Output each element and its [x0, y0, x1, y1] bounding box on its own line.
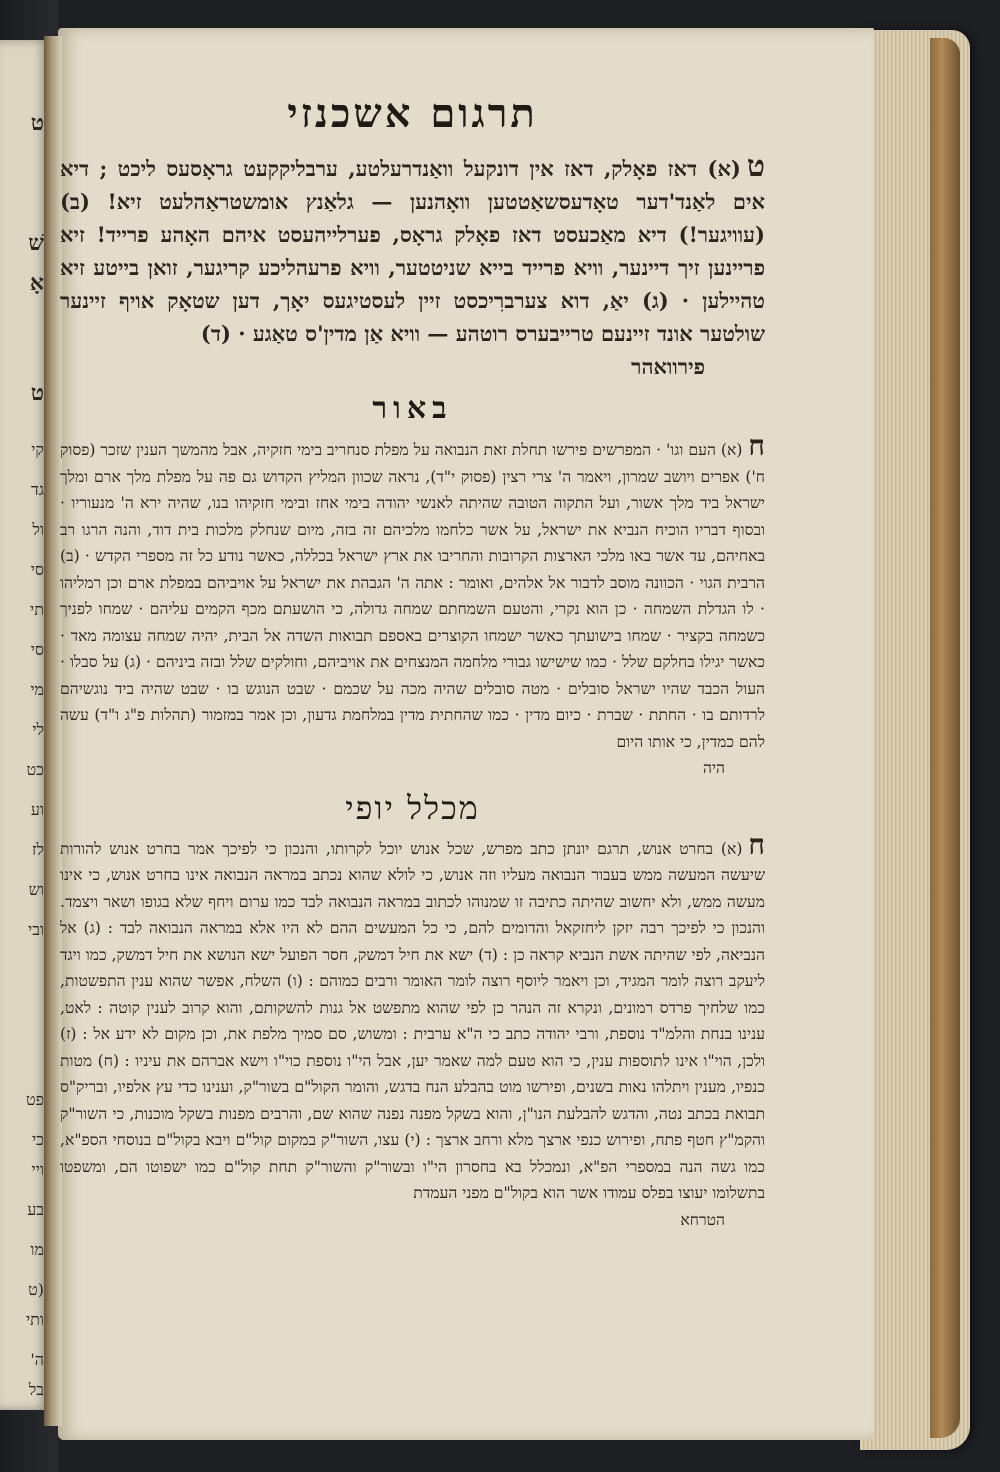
- biur-letter: ח: [748, 429, 765, 462]
- facing-page-fragment: וש: [28, 880, 44, 899]
- facing-page-fragment: אָ: [29, 270, 44, 296]
- facing-page-fragment: קי: [31, 440, 44, 459]
- yiddish-last-word: פירוואהר: [631, 354, 705, 379]
- facing-page-edge: [0, 40, 48, 1410]
- facing-page-fragment: ויי: [31, 1160, 44, 1179]
- facing-page-fragment: סי: [30, 560, 44, 579]
- facing-page-fragment: סי: [30, 640, 44, 659]
- facing-page-fragment: בע: [27, 1200, 44, 1219]
- facing-page-fragment: תי: [30, 600, 44, 619]
- facing-page-fragment: שׁ: [28, 230, 44, 256]
- facing-page-fragment: ט: [30, 380, 44, 406]
- michlal-tail: הטרחא: [680, 1210, 725, 1229]
- biur-heading: באור: [372, 391, 453, 426]
- facing-page-fragment: ובי: [28, 920, 44, 939]
- facing-page-fragment: ול: [32, 520, 44, 539]
- biur-tail: היה: [702, 759, 725, 777]
- page-title: תרגום אשכנזי: [287, 90, 538, 137]
- michlal-letter: ח: [748, 827, 765, 861]
- michlal-text: (א) בחרט אנוש, תרגם יונתן כתב מפרש, שכל אנוש יוכל לקרותו, והנכון כי לפיכך אמר בחרט אנוש להורות שיעשה המעשה ממש בעבור הנבואה מעליו וזה אנוש, כי לולא שהוא נכתב במראה הנבואה אינו בחרט אנוש, כי אינו מעשה ממש, ולא יחשוב שהיתה כתיבה זו שמנוהו לכתוב במראה הנבואה לבד כמו ערום ויחף שלא בגופו ושאר ויצמד. והנכון כי לפיכך רבה יזקן ליחזקאל והדומים להם, כי כל המעשים ההם לא היו אלא במראה הנבואה לבד : (ג) אל הנביאה, לפי שהיתה אשת הנביא קראה כן : (ד) ישא את חיל דמשק, חסר הפועל ישא הנושא את חיל דמשק, כמו ויגד ליעקב רוצה לומר המגיד, וכן ויאמר ליוסף רוצה לומר האומר ורבים כמוהם : (ו) השלח, אפשר שהוא ענין התפשטות, כמו שלחיך פרדס רמונים, ונקרא זה הנהר כן לפי שהוא מתפשט אל גנות להשקותם, והוא קרוב לענין קוטה : לאט, ענינו בנחת והלמ"ד נוספת, ורבי יהודה כתב כי ה"א ערבית : ומשוש, סם סמיך מלפת את, וכן מקום לא ידע אל : (ז) ולכן, הוי"ו אינו לתוספות ענין, כי הוא טעם למה שאמר יען, אבל הי"ו נוספת כוי"ו וישא אברהם את עיניו : (ח) מטות כנפיו, מענין ויתלהו נאות בשנים, ופירשו מוט בהבלע הנח בדגש, והומר הקול"ם בשור"ק, וענינו כדי עץ אלפיו, ובריק"ס תבואת בכתב נטה, והדגש להבלעת הנו"ן, והוא בשקל מפנה נפנה שהוא שם, והרבים מפנות בשקל מוכנות, כי השור"ק והקמ"ץ חטף פתח, ופירוש כנפי ארצך מלא ורחב ארצך : (י) עצו, השור"ק במקום קול"ם ויבא בקול"ם בנוסחי הספ"א, כמו גשה הנה במספרי הפ"א, ונמכלל בא בחסרון הי"ו ובשור"ק והשור"ק תחת קול"ם כמו ישפוטו הם, ומשפטו בתשלומו יעוצו בפלס עמודו אשר הוא בקול"ם מפני העמדת: [60, 839, 765, 1202]
- facing-page-fragment: וע: [30, 800, 44, 819]
- facing-page-fragment: לי: [32, 720, 44, 739]
- page-content: [60, 86, 765, 1233]
- chapter-letter: ט: [746, 149, 765, 184]
- facing-page-fragment: כי: [31, 1130, 44, 1149]
- facing-page-fragment: ט: [30, 110, 44, 136]
- facing-page-fragment: בל: [28, 1380, 44, 1399]
- biur-text: (א) העם וגו' · המפרשים פירשו תחלת זאת הנבואה על מפלת סנחריב בימי חזקיה, אבל מהמשך הענין שזכר (פסוק ח') אפרים ויושב שמרון, ויאמר ה' צרי רצין (פסוק י"ד), נראה שכוון המליץ הקדוש גם פה על מפלת מלך ארם ומלך ישראל ביד מלך אשור, ועל התקוה הטובה שהיתה לאנשי יהודה בימי אחז ובימי חזקיהו בנו, שהיה ירא ה' מנעוריו · ובסוף דבריו הוכיח הנביא את ישראל, על אשר כלחמו מלכיהם זה בזה, מיום שנחלק מלכות בית דוד, והנה הרגו רב באחיהם, עד אשר באו מלכי הארצות הקרובות והחריבו את ארץ ישראל בכללה, כאשר נודע כל זה מספרי הקדש · (ב) הרבית הגוי · הכוונה מוסב לדבור אל אלהים, ואומר : אתה ה' הגבהת את ישראל על אויביהם במפלת ארם וכן רמליהו · לו הגדלת השמחה · כן הוא נקרי, והטעם השמחתם שמחה גדולה, כי הושעתם מכף הקמים עליהם · שמחו לפניך כשמחה בקציר · שמחו בישועתך כאשר ישמחו הקוצרים באספם תבואות השדה אל הבית, יהיה שמחה עצומה מאד · כאשר יגילו בחלקם שלל · כמו שישישו גבורי מלחמה המנצחים את אויביהם, וחולקים שלל ובזה ביניהם · (ג) על סבלו · העול הכבד שהיו ישראל סובלים · מטה סובלים שהיה מכה על שכמם · שבט הנוגש בו · שבט שהיה ביד נוגשיהם לרדותם בו · החתת · שברת · כיום מדין · כמו שהחתית מדין במלחמת גדעון, וכן אמר במזמור (תהלות פ"ג ו"ד) עשה להם כמדין, כי אותו היום: [60, 441, 765, 751]
- facing-page-fragment: ה': [30, 1350, 44, 1369]
- yiddish-text: (א) דאז פאָלק, דאז אין דונקעל וואַנדרעלטע, ערבליקקעט גראָסעס ליכט ; דיא אים לאַנד'דער טאָדעסשאַטטען וואָהנען — גלאַנץ אומשטראַהלעט זיא! (ב) (עוויגער!) דיא מאַכעסט דאז פאָלק גראָס, פערלייהעסט איהם האָהע פרייד! זיא פריינען זיך דיינער, וויא פרייד בייא שניטטער, וויא פרעהליכע קריגער, זואן בייטע זיא טהיילען · (ג) יאַ, דוא צערברִיכסט זיין לעסטיגעס יאָך, דען שטאָק אויף זיינער שולטער אונד זיינעם טרייבערס רוטהע — וויא אַן מדין'ס טאַגע · (ד): [60, 156, 765, 346]
- biur-commentary: [60, 429, 765, 782]
- facing-page-fragment: מי: [30, 680, 44, 699]
- michlal-yofi-heading: מכלל יופי: [345, 788, 480, 827]
- yiddish-translation: [60, 150, 765, 383]
- facing-page-fragment: כט: [26, 760, 44, 779]
- facing-page-fragment: מו: [30, 1240, 44, 1259]
- book-cover-edge: [930, 38, 960, 1438]
- facing-page-fragment: גד: [31, 480, 44, 499]
- facing-page-fragment: ותי: [25, 1310, 44, 1329]
- facing-page-fragment: פט: [25, 1090, 44, 1109]
- facing-page-fragment: לז: [32, 840, 44, 859]
- facing-page-fragment: (ט: [28, 1280, 44, 1299]
- michlal-yofi-commentary: [60, 827, 765, 1234]
